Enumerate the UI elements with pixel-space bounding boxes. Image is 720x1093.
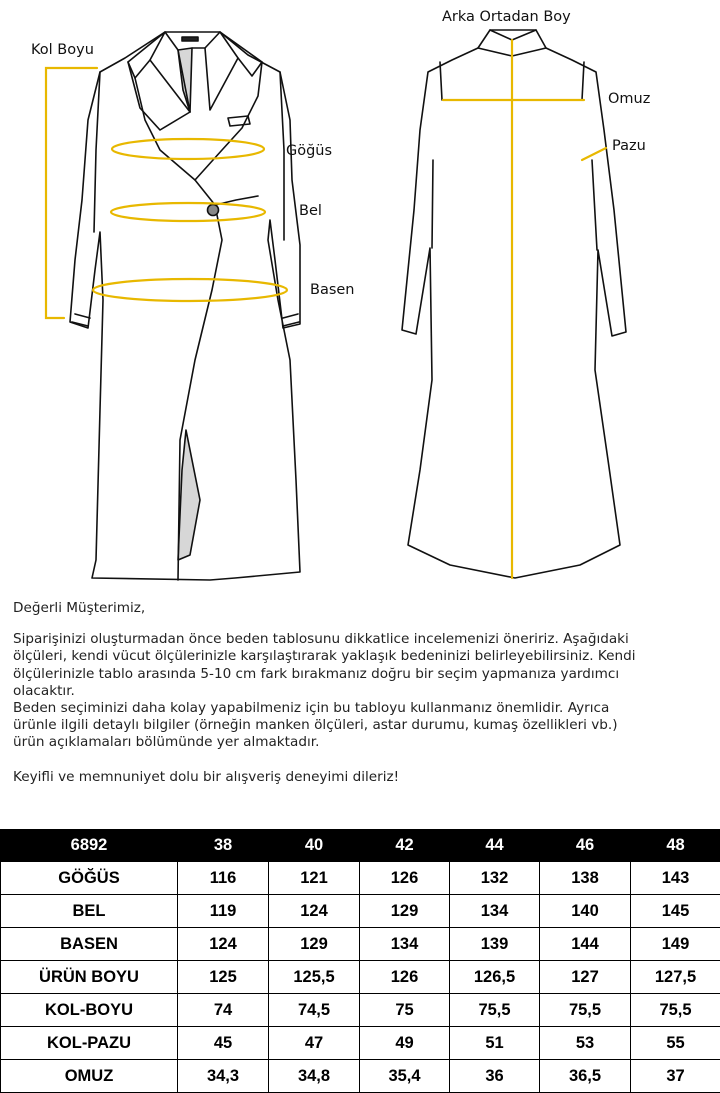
table-cell: 125 xyxy=(178,961,269,994)
table-cell: 74 xyxy=(178,994,269,1027)
table-cell: 49 xyxy=(360,1027,450,1060)
table-header-size: 42 xyxy=(360,829,450,862)
table-cell: 51 xyxy=(450,1027,540,1060)
table-cell: 134 xyxy=(360,928,450,961)
front-view xyxy=(70,32,300,580)
table-cell: 124 xyxy=(269,895,360,928)
table-cell: 126,5 xyxy=(450,961,540,994)
info-line: olacaktır. xyxy=(13,683,713,700)
table-cell: 34,3 xyxy=(178,1060,269,1093)
table-cell: 36,5 xyxy=(540,1060,631,1093)
table-cell: 129 xyxy=(360,895,450,928)
label-bel: Bel xyxy=(299,203,322,219)
table-cell: 127 xyxy=(540,961,631,994)
label-gogus: Göğüs xyxy=(286,143,332,159)
info-line: ölçülerinizle tablo arasında 5-10 cm fark bırakmanız doğru bir seçim yapmanıza yardımcı xyxy=(13,666,713,683)
table-cell: 126 xyxy=(360,862,450,895)
table-header-model: 6892 xyxy=(1,829,178,862)
table-cell: 119 xyxy=(178,895,269,928)
table-cell: 45 xyxy=(178,1027,269,1060)
table-cell: 139 xyxy=(450,928,540,961)
table-row xyxy=(1,895,720,928)
back-view xyxy=(402,30,626,578)
table-row xyxy=(1,1027,720,1060)
table-cell: 145 xyxy=(631,895,720,928)
table-header-size: 48 xyxy=(631,829,720,862)
table-header-size: 46 xyxy=(540,829,631,862)
table-header-size: 38 xyxy=(178,829,269,862)
table-header-size: 40 xyxy=(269,829,360,862)
table-header-row xyxy=(1,829,720,862)
table-cell: 55 xyxy=(631,1027,720,1060)
row-label: ÜRÜN BOYU xyxy=(1,961,178,994)
table-cell: 149 xyxy=(631,928,720,961)
table-cell: 37 xyxy=(631,1060,720,1093)
table-cell: 124 xyxy=(178,928,269,961)
row-label: GÖĞÜS xyxy=(1,862,178,895)
info-line: ölçüleri, kendi vücut ölçülerinizle karşılaştırarak yaklaşık bedeninizi belirleyebilirsiniz. Kendi xyxy=(13,648,713,665)
info-line: ürün açıklamaları bölümünde yer almaktadır. xyxy=(13,734,713,751)
table-cell: 143 xyxy=(631,862,720,895)
info-line: ürünle ilgili detaylı bilgiler (örneğin manken ölçüleri, astar durumu, kumaş özellikleri vb.) xyxy=(13,717,713,734)
row-label: KOL-PAZU xyxy=(1,1027,178,1060)
table-cell: 74,5 xyxy=(269,994,360,1027)
table-cell: 53 xyxy=(540,1027,631,1060)
table-row xyxy=(1,961,720,994)
label-kol-boyu: Kol Boyu xyxy=(31,42,94,58)
table-cell: 36 xyxy=(450,1060,540,1093)
info-line: Siparişinizi oluşturmadan önce beden tablosunu dikkatlice incelemenizi öneririz. Aşağıdaki xyxy=(13,631,713,648)
label-basen: Basen xyxy=(310,282,355,298)
row-label: OMUZ xyxy=(1,1060,178,1093)
table-cell: 138 xyxy=(540,862,631,895)
table-cell: 126 xyxy=(360,961,450,994)
info-line: Beden seçiminizi daha kolay yapabilmeniz için bu tabloyu kullanmanız önemlidir. Ayrıca xyxy=(13,700,713,717)
table-row xyxy=(1,1060,720,1093)
table-row xyxy=(1,928,720,961)
label-arka-ortadan-boy: Arka Ortadan Boy xyxy=(442,9,571,25)
row-label: KOL-BOYU xyxy=(1,994,178,1027)
table-row xyxy=(1,862,720,895)
label-pazu: Pazu xyxy=(612,138,646,154)
row-label: BASEN xyxy=(1,928,178,961)
table-cell: 129 xyxy=(269,928,360,961)
greeting: Değerli Müşterimiz, xyxy=(13,600,713,617)
size-table xyxy=(0,829,720,1093)
table-cell: 140 xyxy=(540,895,631,928)
table-cell: 125,5 xyxy=(269,961,360,994)
table-cell: 116 xyxy=(178,862,269,895)
label-omuz: Omuz xyxy=(608,91,650,107)
row-label: BEL xyxy=(1,895,178,928)
table-cell: 144 xyxy=(540,928,631,961)
table-cell: 34,8 xyxy=(269,1060,360,1093)
table-cell: 75,5 xyxy=(540,994,631,1027)
table-row xyxy=(1,994,720,1027)
table-cell: 121 xyxy=(269,862,360,895)
closing-text: Keyifli ve memnuniyet dolu bir alışveriş deneyimi dileriz! xyxy=(13,769,713,786)
table-cell: 134 xyxy=(450,895,540,928)
table-cell: 75,5 xyxy=(450,994,540,1027)
table-cell: 127,5 xyxy=(631,961,720,994)
table-cell: 35,4 xyxy=(360,1060,450,1093)
info-text xyxy=(13,600,713,786)
table-cell: 47 xyxy=(269,1027,360,1060)
table-cell: 75 xyxy=(360,994,450,1027)
table-cell: 132 xyxy=(450,862,540,895)
table-cell: 75,5 xyxy=(631,994,720,1027)
table-header-size: 44 xyxy=(450,829,540,862)
